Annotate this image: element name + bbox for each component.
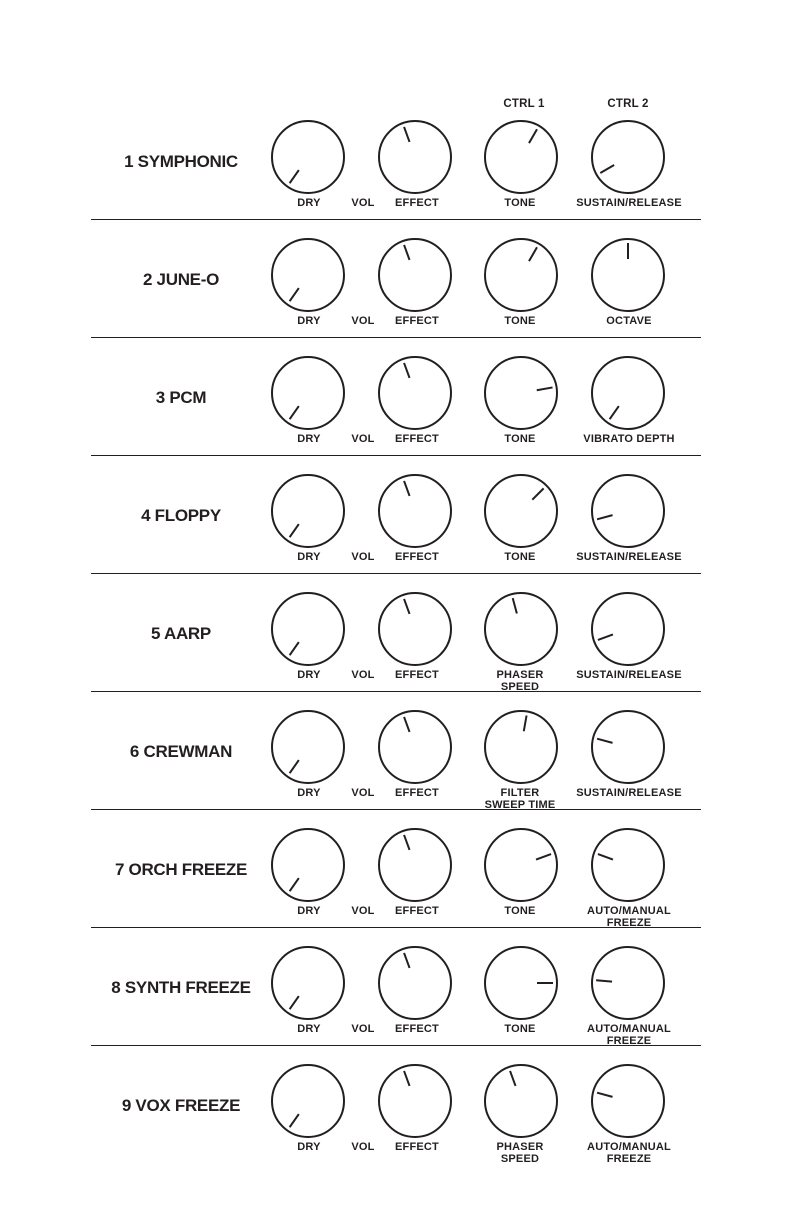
dry-vol-knob[interactable]	[271, 238, 345, 312]
knob-pointer	[403, 835, 410, 851]
dry-label: DRY	[297, 669, 321, 681]
knob-pointer	[509, 1071, 516, 1087]
knob-pointer	[597, 738, 613, 744]
effect-label: EFFECT	[395, 669, 439, 681]
effect-label: EFFECT	[395, 1141, 439, 1153]
ctrl2-label: AUTO/MANUAL FREEZE	[587, 1023, 671, 1047]
preset-row	[91, 810, 701, 928]
knob-pointer	[512, 598, 518, 614]
effect-vol-knob[interactable]	[378, 828, 452, 902]
preset-name: 4 FLOPPY	[141, 506, 221, 525]
preset-name: 3 PCM	[155, 388, 207, 407]
preset-row	[91, 574, 701, 692]
effect-vol-knob[interactable]	[378, 238, 452, 312]
preset-name: 1 SYMPHONIC	[124, 152, 238, 171]
ctrl2-label: SUSTAIN/RELEASE	[576, 551, 682, 563]
dry-label: DRY	[297, 433, 321, 445]
effect-label: EFFECT	[395, 197, 439, 209]
effect-label: EFFECT	[395, 551, 439, 563]
knob-pointer	[289, 1114, 300, 1128]
dry-label: DRY	[297, 551, 321, 563]
vol-label: VOL	[351, 433, 375, 445]
ctrl1-knob[interactable]	[484, 238, 558, 312]
preset-row	[91, 692, 701, 810]
ctrl2-knob[interactable]	[591, 1064, 665, 1138]
knob-pointer	[289, 878, 300, 892]
knob-pointer	[403, 363, 410, 379]
dry-label: DRY	[297, 315, 321, 327]
dry-vol-knob[interactable]	[271, 356, 345, 430]
ctrl1-knob[interactable]	[484, 120, 558, 194]
dry-vol-knob[interactable]	[271, 710, 345, 784]
dry-label: DRY	[297, 197, 321, 209]
knob-pointer	[596, 979, 612, 982]
preset-name: 8 SYNTH FREEZE	[111, 978, 251, 997]
preset-name: 2 JUNE-O	[142, 270, 219, 289]
vol-label: VOL	[351, 669, 375, 681]
preset-row	[91, 1046, 701, 1164]
effect-vol-knob[interactable]	[378, 1064, 452, 1138]
vol-label: VOL	[351, 551, 375, 563]
ctrl1-knob[interactable]	[484, 946, 558, 1020]
knob-pointer	[532, 488, 545, 501]
ctrl1-label: TONE	[504, 315, 536, 327]
ctrl2-label: SUSTAIN/RELEASE	[576, 197, 682, 209]
ctrl1-knob[interactable]	[484, 356, 558, 430]
knob-pointer	[597, 514, 613, 520]
knob-pointer	[403, 481, 410, 497]
ctrl1-label: PHASER SPEED	[496, 669, 544, 693]
ctrl1-label: TONE	[504, 433, 536, 445]
effect-label: EFFECT	[395, 905, 439, 917]
preset-row	[91, 928, 701, 1046]
knob-pointer	[528, 129, 538, 144]
vol-label: VOL	[351, 197, 375, 209]
knob-pointer	[289, 406, 300, 420]
dry-vol-knob[interactable]	[271, 120, 345, 194]
knob-pointer	[289, 760, 300, 774]
dry-vol-knob[interactable]	[271, 828, 345, 902]
effect-label: EFFECT	[395, 1023, 439, 1035]
ctrl1-label: FILTER SWEEP TIME	[484, 787, 556, 811]
knob-pointer	[289, 288, 300, 302]
knob-pointer	[403, 953, 410, 969]
dry-vol-knob[interactable]	[271, 1064, 345, 1138]
knob-pointer	[403, 717, 410, 733]
ctrl1-knob[interactable]	[484, 828, 558, 902]
preset-row	[91, 220, 701, 338]
dry-label: DRY	[297, 1023, 321, 1035]
knob-pointer	[598, 634, 614, 641]
ctrl2-knob[interactable]	[591, 120, 665, 194]
ctrl2-knob[interactable]	[591, 946, 665, 1020]
knob-pointer	[289, 642, 300, 656]
vol-label: VOL	[351, 1023, 375, 1035]
preset-name: 7 ORCH FREEZE	[114, 860, 248, 879]
effect-label: EFFECT	[395, 787, 439, 799]
ctrl2-knob[interactable]	[591, 710, 665, 784]
knob-pointer	[537, 386, 553, 391]
knob-pointer	[403, 1071, 410, 1087]
knob-pointer	[627, 243, 629, 259]
knob-pointer	[537, 982, 553, 984]
effect-label: EFFECT	[395, 433, 439, 445]
ctrl2-knob[interactable]	[591, 592, 665, 666]
knob-pointer	[536, 853, 552, 860]
ctrl2-label: AUTO/MANUAL FREEZE	[587, 1141, 671, 1165]
ctrl1-label: TONE	[504, 1023, 536, 1035]
knob-pointer	[597, 1092, 613, 1098]
ctrl1-knob[interactable]	[484, 710, 558, 784]
knob-pointer	[289, 996, 300, 1010]
effect-vol-knob[interactable]	[378, 592, 452, 666]
vol-label: VOL	[351, 905, 375, 917]
preset-row	[91, 338, 701, 456]
effect-vol-knob[interactable]	[378, 710, 452, 784]
knob-pointer	[609, 406, 620, 420]
knob-pointer	[289, 170, 300, 184]
ctrl2-label: SUSTAIN/RELEASE	[576, 787, 682, 799]
dry-label: DRY	[297, 905, 321, 917]
dry-vol-knob[interactable]	[271, 946, 345, 1020]
effect-vol-knob[interactable]	[378, 356, 452, 430]
dry-vol-knob[interactable]	[271, 474, 345, 548]
effect-vol-knob[interactable]	[378, 946, 452, 1020]
preset-name: 9 VOX FREEZE	[121, 1096, 241, 1115]
vol-label: VOL	[351, 315, 375, 327]
ctrl2-header: CTRL 2	[607, 98, 649, 110]
ctrl1-label: TONE	[504, 905, 536, 917]
ctrl2-knob[interactable]	[591, 356, 665, 430]
knob-pointer	[403, 599, 410, 615]
preset-name: 5 AARP	[151, 624, 211, 643]
dry-label: DRY	[297, 787, 321, 799]
preset-row	[91, 456, 701, 574]
ctrl1-header: CTRL 1	[503, 98, 545, 110]
knob-pointer	[600, 164, 615, 174]
knob-pointer	[289, 524, 300, 538]
ctrl1-label: TONE	[504, 551, 536, 563]
ctrl1-knob[interactable]	[484, 1064, 558, 1138]
ctrl2-knob[interactable]	[591, 474, 665, 548]
preset-name: 6 CREWMAN	[129, 742, 233, 761]
dry-vol-knob[interactable]	[271, 592, 345, 666]
ctrl2-label: VIBRATO DEPTH	[583, 433, 675, 445]
ctrl2-knob[interactable]	[591, 828, 665, 902]
effect-label: EFFECT	[395, 315, 439, 327]
knob-pointer	[403, 245, 410, 261]
ctrl2-knob[interactable]	[591, 238, 665, 312]
ctrl1-knob[interactable]	[484, 592, 558, 666]
ctrl1-knob[interactable]	[484, 474, 558, 548]
dry-label: DRY	[297, 1141, 321, 1153]
vol-label: VOL	[351, 1141, 375, 1153]
knob-pointer	[403, 127, 410, 143]
ctrl1-label: PHASER SPEED	[496, 1141, 544, 1165]
ctrl2-label: SUSTAIN/RELEASE	[576, 669, 682, 681]
ctrl2-label: OCTAVE	[606, 315, 652, 327]
preset-row	[91, 102, 701, 220]
ctrl2-label: AUTO/MANUAL FREEZE	[587, 905, 671, 929]
knob-pointer	[598, 853, 614, 860]
effect-vol-knob[interactable]	[378, 120, 452, 194]
knob-pointer	[523, 715, 528, 731]
ctrl1-label: TONE	[504, 197, 536, 209]
effect-vol-knob[interactable]	[378, 474, 452, 548]
vol-label: VOL	[351, 787, 375, 799]
knob-pointer	[528, 247, 538, 262]
